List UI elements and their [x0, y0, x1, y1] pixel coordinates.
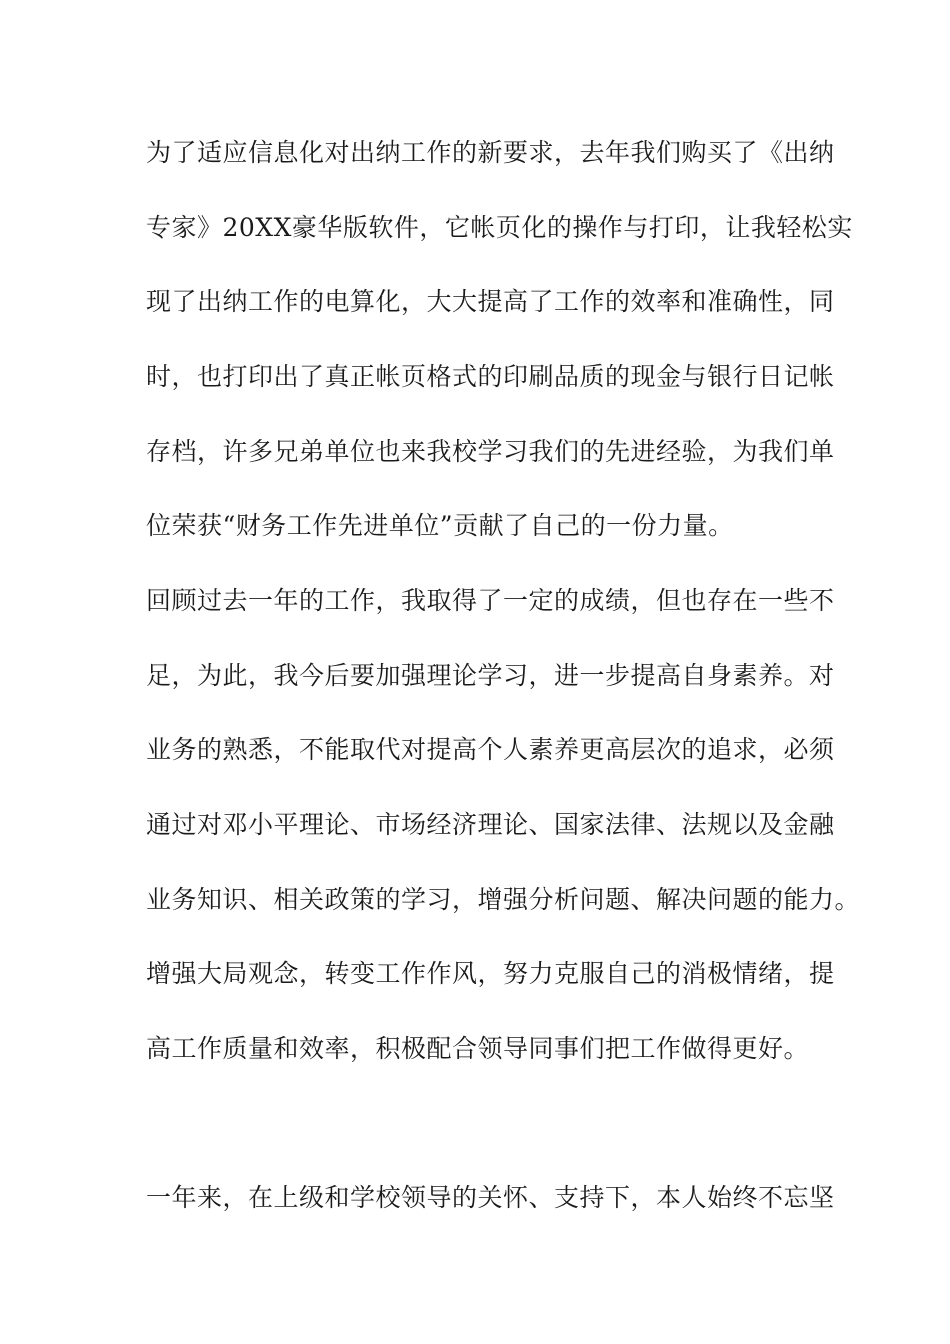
- text-line: 回顾过去一年的工作，我取得了一定的成绩，但也存在一些不: [146, 586, 835, 615]
- text-line: 业务的熟悉，不能取代对提高个人素养更高层次的追求，必须: [146, 735, 835, 764]
- text-line: 专家》20XX豪华版软件，它帐页化的操作与打印，让我轻松实: [146, 213, 853, 242]
- text-line: 位荣获“财务工作先进单位”贡献了自己的一份力量。: [146, 511, 734, 540]
- text-line: 通过对邓小平理论、市场经济理论、国家法律、法规以及金融: [146, 810, 835, 839]
- text-line: 时，也打印出了真正帐页格式的印刷品质的现金与银行日记帐: [146, 362, 835, 391]
- text-line: 增强大局观念，转变工作作风，努力克服自己的消极情绪，提: [146, 959, 835, 988]
- text-line: 为了适应信息化对出纳工作的新要求，去年我们购买了《出纳: [146, 138, 835, 167]
- text-line: 现了出纳工作的电算化，大大提高了工作的效率和准确性，同: [146, 287, 835, 316]
- text-line: 一年来，在上级和学校领导的关怀、支持下，本人始终不忘坚: [146, 1183, 835, 1212]
- text-line: 业务知识、相关政策的学习，增强分析问题、解决问题的能力。: [146, 885, 861, 914]
- text-line: 存档，许多兄弟单位也来我校学习我们的先进经验，为我们单: [146, 437, 835, 466]
- text-line: 足，为此，我今后要加强理论学习，进一步提高自身素养。对: [146, 661, 835, 690]
- text-line: 高工作质量和效率，积极配合领导同事们把工作做得更好。: [146, 1034, 810, 1063]
